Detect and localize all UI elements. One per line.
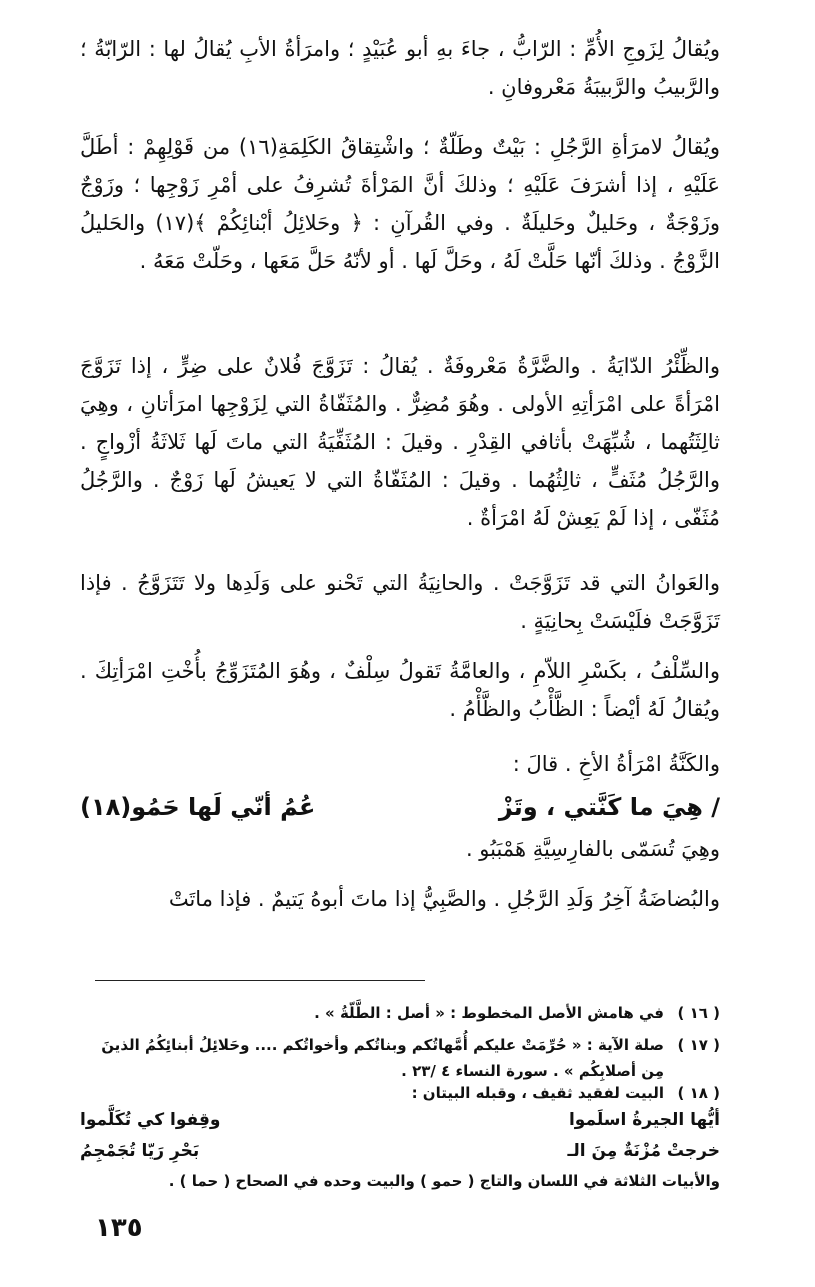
footnote-number: ( ١٦ ) [677,1004,720,1022]
paragraph-widow: والعَوانُ التي قد تَزَوَّجَتْ . والحانِيَةُ التي تَحْنو على وَلَدِها ولا تَتَزَوَّجُ . فإذا تَزَوَّجَتْ فلَيْسَتْ بِحانِيَةٍ . [80,571,720,633]
paragraph-persian-name: وهِيَ تُسَمّى بالفارِسِيَّةِ هَمْبَبُو . [465,837,720,861]
verse-first-hemistich: / هِيَ ما كَنَّتي ، وتَزْ [498,793,720,821]
footnote-16 [80,1000,720,1026]
page-number: ١٣٥ [95,1213,143,1243]
paragraph-sister-in-law: والكَنَّةُ امْرَأةُ الأخِ . قالَ : [512,752,720,776]
footnote-divider [95,980,425,981]
footnote-17 [80,1032,720,1084]
footnote-verse-first: أيُّها الجيرةُ اسلَموا [568,1110,720,1130]
footnote-verse [80,1137,720,1165]
verse-second-hemistich: عُمُ أنّي لَها حَمُو(١٨) [80,793,316,821]
poem-verse [80,787,720,827]
footnote-verse [80,1106,720,1134]
footnote-number: ( ١٨ ) [677,1084,720,1102]
paragraph-last-child: والبُضاضَةُ آخِرُ وَلَدِ الرَّجُلِ . والصَّبِيُّ إذا ماتَ أبوهُ يَتيمٌ . فإذا ماتَتْ [168,887,720,911]
footnote-verse-second: وقِفوا كي تُكَلَّموا [80,1110,221,1130]
paragraph-brother-in-law: والسِّلْفُ ، بكَسْرِ اللاّمِ ، والعامَّةُ تَقولُ سِلْفٌ ، وهُوَ المُتَزَوِّجُ بأُخْتِ امْرَأتِكَ . ويُقالُ لَهُ أيْضاً : الظَّأْبُ والظَّأْمُ . [80,659,720,721]
footnote-sources [80,1168,720,1194]
footnote-text: البيت لفقيد ثقيف ، وقبله البيتان : [411,1084,664,1102]
footnote-text: والأبيات الثلاثة في اللسان والتاج ( حمو ) والبيت وحده في الصحاح ( حما ) . [168,1172,720,1190]
footnote-text: صلة الآية : « حُرِّمَتْ عليكم أُمَّهاتُكم وبناتُكم وأخواتُكم .... وحَلائِلُ أبنائِكُمُ الذينَ مِن أصلابِكُم » . سورة النساء ٤ /٢٣ . [101,1036,664,1080]
footnote-number: ( ١٧ ) [677,1036,720,1054]
paragraph-wife: ويُقالُ لامرَأةِ الرَّجُلِ : بَيْتٌ وطَلّةٌ ؛ واشْتِقاقُ الكَلِمَةِ(١٦) من قَوْلِهِمْ : أطَلَّ عَلَيْهِ ، إذا أشرَفَ عَلَيْهِ ؛ وذلكَ أنَّ المَرْأةَ تُشرِفُ على أمْرِ زَوْجِها ؛ وزَوْجٌ وزَوْجَةٌ ، وحَليلٌ وحَليلَةٌ . وفي القُرآنِ : ﴿ وحَلائِلُ أبْنائِكُمْ ﴾(١٧) والحَليلُ الزَّوْجُ . وذلكَ أنّها حَلَّتْ لَهُ ، وحَلَّ لَها . أو لأنّهُ حَلَّ مَعَها ، وحَلّتْ مَعَهُ . [80,135,720,273]
paragraph-co-wife: والظِّئْرُ الدّايَةُ . والضَّرَّةُ مَعْروفَةٌ . يُقالُ : تَزَوَّجَ فُلانٌ على ضِرٍّ ، إذا تَزَوَّجَ امْرَأةً على امْرَأتِهِ الأولى . وهُوَ مُضِرٌّ . والمُثَفّاةُ التي لِزَوْجِها امرَأتانِ ، وهِيَ ثالِثَتُهما ، شُبِّهَتْ بأثافي القِدْرِ . وقيلَ : المُثَفِّيَةُ التي ماتَ لَها ثَلاثَةُ أزْواجٍ . والرَّجُلُ مُثَفٍّ ، ثالِثُهُما . وقيلَ : المُثَفّاةُ التي لا يَعيشُ لَها زَوْجٌ . والرَّجُلُ مُثَفّى ، إذا لَمْ يَعِشْ لَهُ امْرَأةٌ . [80,354,720,530]
footnote-verse-second: بَحْرِ رَيّا تُجَمْجِمُ [80,1141,200,1161]
footnote-verse-first: خرجتْ مُزْنَةٌ مِنَ الـ [567,1141,720,1161]
paragraph-stepfather: ويُقالُ لِزَوجِ الأُمِّ : الرّابُّ ، جاءَ بهِ أبو عُبَيْدٍ ؛ وامرَأةُ الأبِ يُقالُ لها : الرّابّةُ ؛ والرَّبيبُ والرَّبيبَةُ مَعْروفانِ . [80,37,720,99]
footnote-18 [80,1080,720,1106]
footnote-text: في هامش الأصل المخطوط : « أصل : الطَّلّةُ » . [314,1004,664,1022]
